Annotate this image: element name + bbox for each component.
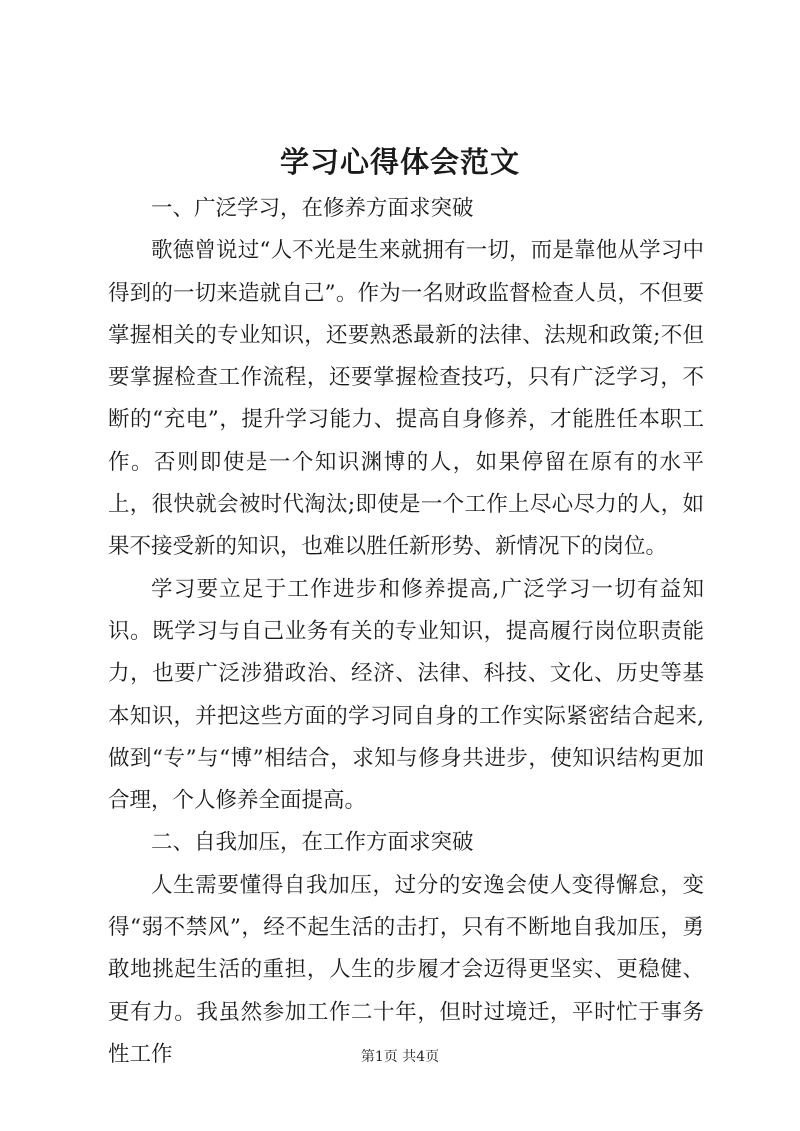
document-title: 学习心得体会范文 (279, 145, 520, 179)
body-paragraph-3: 人生需要懂得自我加压，过分的安逸会使人变得懈怠，变得“弱不禁风”，经不起生活的击打，只有不断地自我加压，勇敢地挑起生活的重担，人生的步履才会迈得更坚实、更稳健、更有力。我虽然参加工作二十年，但时过境迁，平时忙于事务性工作 (108, 872, 704, 1067)
body-paragraph-1: 歌德曾说过“人不光是生来就拥有一切，而是靠他从学习中得到的一切来造就自己”。作为一名财政监督检查人员，不但要掌握相关的专业知识，还要熟悉最新的法律、法规和政策;不但要掌握检查工作流程，还要掌握检查技巧，只有广泛学习，不断的“充电”，提升学习能力、提高自身修养，才能胜任本职工作。否则即使是一个知识渊博的人，如果停留在原有的水平上，很快就会被时代淘汰;即使是一个工作上尽心尽力的人，如果不接受新的知识，也难以胜任新形势、新情况下的岗位。 (108, 238, 704, 560)
document-body (108, 188, 704, 1076)
section-heading-1: 一、广泛学习，在修养方面求突破 (151, 196, 474, 221)
section-heading-2: 二、自我加压，在工作方面求突破 (151, 830, 474, 856)
body-paragraph-2: 学习要立足于工作进步和修养提高,广泛学习一切有益知识。既学习与自己业务有关的专业知识，提高履行岗位职责能力，也要广泛涉猎政治、经济、法律、科技、文化、历史等基本知识，并把这些方面的学习同自身的工作实际紧密结合起来,做到“专”与“博”相结合，求知与修身共进步，使知识结构更加合理，个人修养全面提高。 (108, 576, 704, 814)
page-footer: 第1页 共4页 (360, 1049, 440, 1065)
